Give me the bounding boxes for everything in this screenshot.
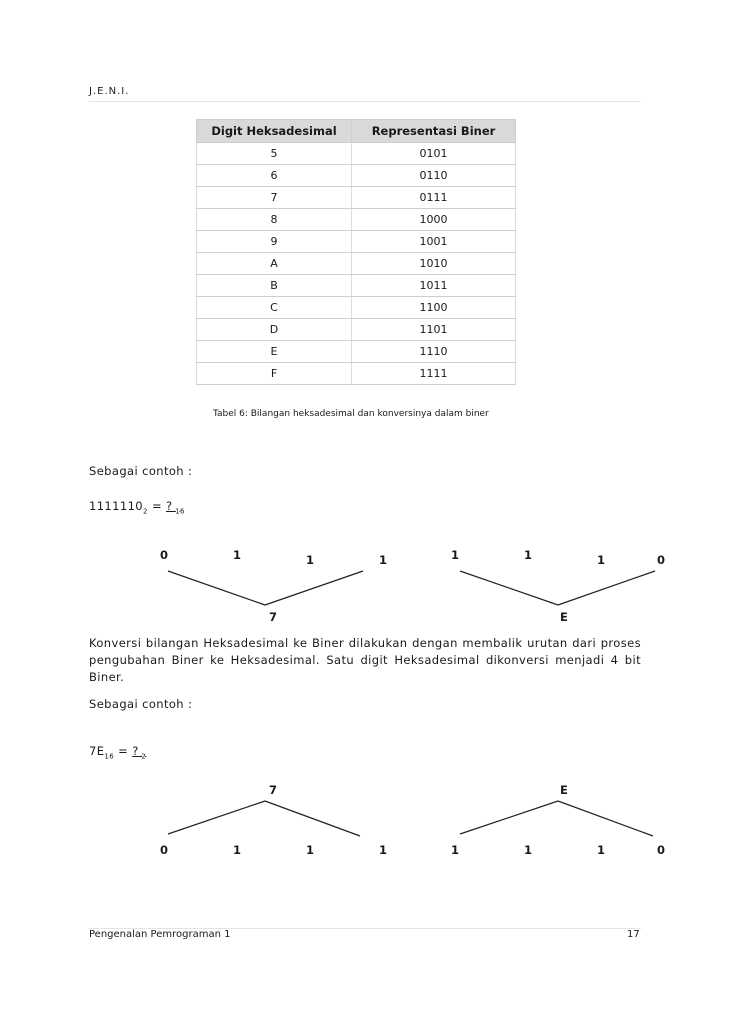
binary-cell: 0101 [352, 143, 516, 165]
binary-cell: 1110 [352, 341, 516, 363]
example2-base: 16 [104, 752, 115, 761]
example1-bit: 0 [657, 553, 666, 567]
example2-bit: 1 [524, 843, 533, 857]
example1-bit: 1 [379, 553, 388, 567]
hex-digit-cell: E [197, 341, 352, 363]
header-title: J.E.N.I. [89, 86, 130, 97]
example2-intro: Sebagai contoh : [89, 697, 193, 711]
table-row [197, 253, 516, 275]
table-row [197, 341, 516, 363]
example1-question: ? [166, 499, 173, 513]
example2-bit: 0 [160, 843, 169, 857]
example1-result-right: E [560, 610, 568, 624]
hex-digit-cell: 9 [197, 231, 352, 253]
example1-unknown [166, 499, 185, 516]
example2-bit: 1 [451, 843, 460, 857]
tree-line [265, 571, 363, 605]
table-body [197, 143, 516, 385]
example2-equals: = [114, 744, 133, 758]
binary-cell: 1000 [352, 209, 516, 231]
table-row [197, 187, 516, 209]
example2-question: ? [132, 744, 139, 758]
example1-number: 1111110 [89, 499, 144, 513]
example1-bit: 1 [233, 548, 242, 562]
table-row [197, 165, 516, 187]
hex-digit-cell: C [197, 297, 352, 319]
binary-cell: 1011 [352, 275, 516, 297]
table-row [197, 319, 516, 341]
table-header-row [197, 120, 516, 143]
binary-cell: 1111 [352, 363, 516, 385]
conversion-paragraph: Konversi bilangan Heksadesimal ke Biner dilakukan dengan membalik urutan dari proses pengubahan Biner ke Heksadesimal. Satu digit Heksadesimal dikonversi menjadi 4 bit Biner. [89, 636, 641, 684]
example1-target-base: 16 [175, 507, 185, 516]
tree-line [460, 571, 558, 605]
tree-line [265, 801, 360, 836]
example2-bit: 1 [233, 843, 242, 857]
binary-cell: 1100 [352, 297, 516, 319]
column-header-hex: Digit Heksadesimal [197, 120, 352, 143]
example1-bit: 1 [524, 548, 533, 562]
example2-number: 7E [89, 744, 105, 758]
example1-bit: 1 [451, 548, 460, 562]
hex-digit-cell: 5 [197, 143, 352, 165]
hex-digit-cell: 6 [197, 165, 352, 187]
example2-equation [89, 744, 146, 760]
hex-digit-cell: B [197, 275, 352, 297]
example2-top-left: 7 [269, 783, 278, 797]
hex-digit-cell: F [197, 363, 352, 385]
hex-digit-cell: 7 [197, 187, 352, 209]
binary-cell: 1010 [352, 253, 516, 275]
table-row [197, 363, 516, 385]
example2-bit: 0 [657, 843, 666, 857]
example1-base: 2 [143, 507, 148, 516]
page-number: 17 [627, 929, 640, 940]
example2-target-base: 2 [141, 752, 147, 761]
hex-digit-cell: D [197, 319, 352, 341]
example1-equation [89, 499, 185, 515]
table-row [197, 231, 516, 253]
example1-result-left: 7 [269, 610, 278, 624]
binary-cell: 0111 [352, 187, 516, 209]
binary-cell: 1101 [352, 319, 516, 341]
tree-line [460, 801, 558, 834]
table-row [197, 143, 516, 165]
example2-top-right: E [560, 783, 568, 797]
example2-bit: 1 [306, 843, 315, 857]
example2-bit: 1 [379, 843, 388, 857]
footer-title: Pengenalan Pemrograman 1 [89, 929, 231, 940]
tree-line [558, 571, 655, 605]
table-row [197, 209, 516, 231]
hex-digit-cell: 8 [197, 209, 352, 231]
example1-bit: 0 [160, 548, 169, 562]
hex-digit-cell: A [197, 253, 352, 275]
header-divider [89, 101, 641, 102]
table-row [197, 275, 516, 297]
example2-unknown [132, 744, 147, 761]
hex-binary-table [196, 119, 516, 385]
table-row [197, 297, 516, 319]
tree-line [558, 801, 653, 836]
tree-line [168, 801, 265, 834]
tree-line [168, 571, 265, 605]
column-header-binary: Representasi Biner [352, 120, 516, 143]
binary-cell: 0110 [352, 165, 516, 187]
example1-equals: = [147, 499, 167, 513]
binary-cell: 1001 [352, 231, 516, 253]
example1-bit: 1 [306, 553, 315, 567]
example1-intro: Sebagai contoh : [89, 464, 193, 478]
table-caption: Tabel 6: Bilangan heksadesimal dan konversinya dalam biner [213, 409, 489, 419]
example1-bit: 1 [597, 553, 606, 567]
example2-bit: 1 [597, 843, 606, 857]
